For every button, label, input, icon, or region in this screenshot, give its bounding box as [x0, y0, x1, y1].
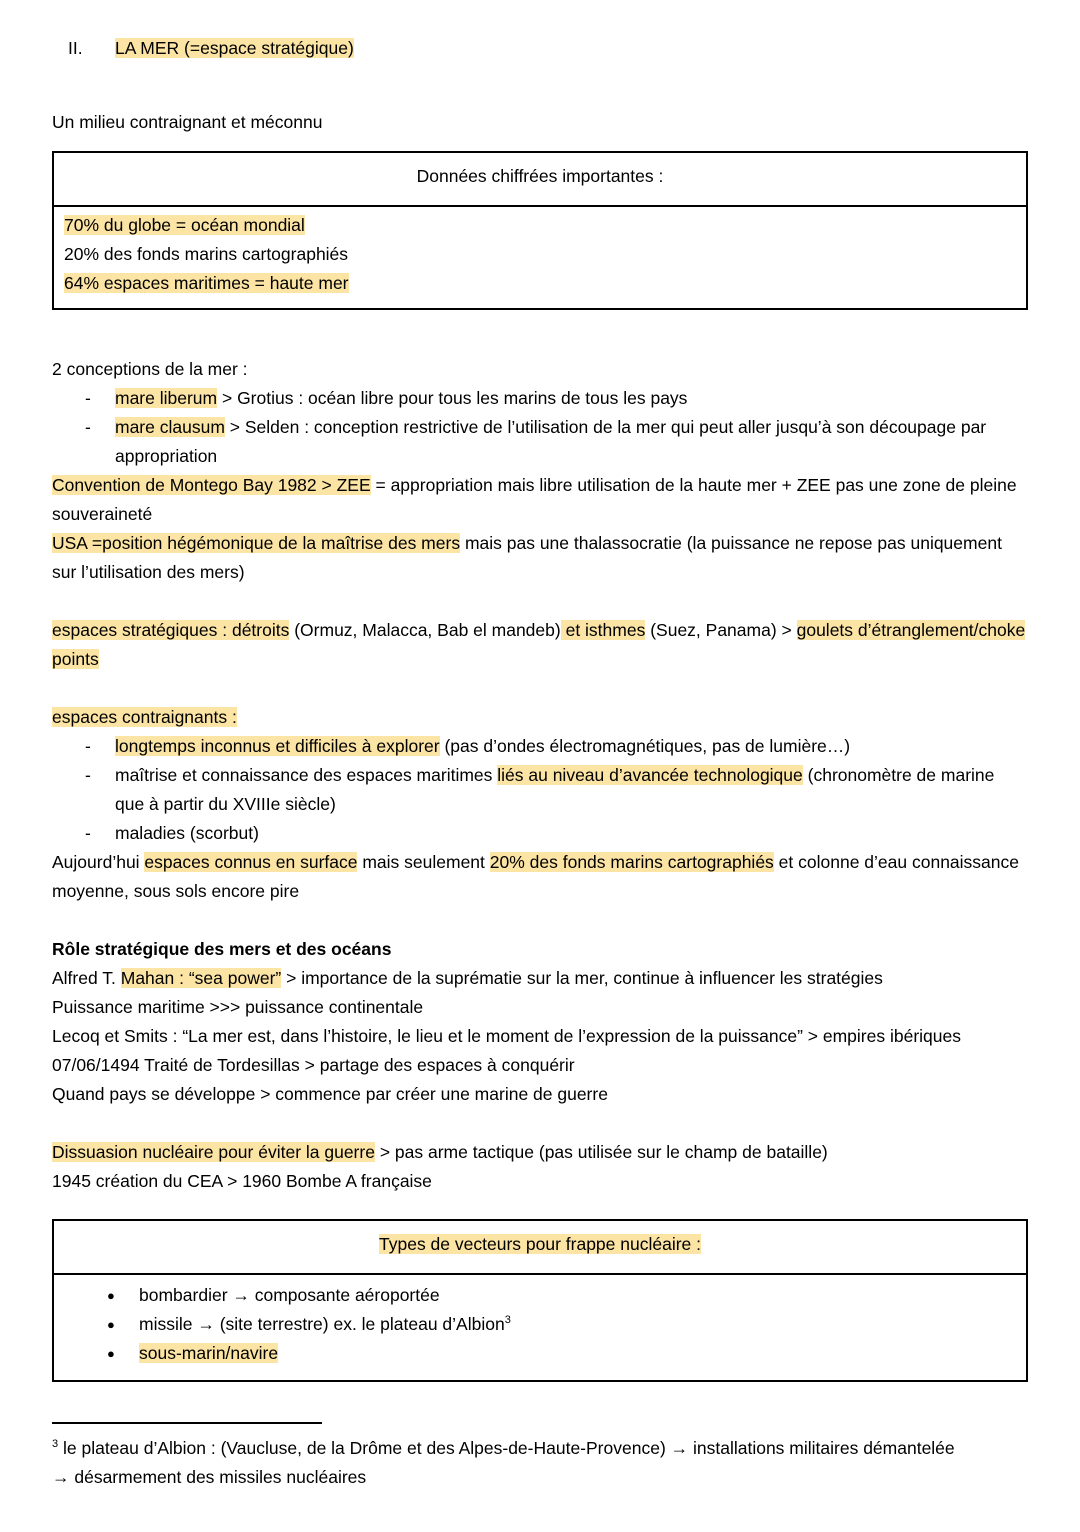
stat-line: 70% du globe = océan mondial [64, 215, 305, 235]
list-item-text: mare liberum > Grotius : océan libre pour tous les marins de tous les pays [115, 388, 688, 408]
cea-paragraph: 1945 création du CEA > 1960 Bombe A française [52, 1171, 432, 1191]
tordesillas-paragraph: 07/06/1494 Traité de Tordesillas > partage des espaces à conquérir [52, 1055, 575, 1075]
footnote-divider [52, 1422, 322, 1424]
lecoq-quote-paragraph: Lecoq et Smits : “La mer est, dans l’histoire, le lieu et le moment de l’expression de la puissance” > empires ibériques [52, 1026, 961, 1046]
conception-item [52, 384, 1028, 413]
stats-box-title: Données chiffrées importantes : [54, 153, 1026, 207]
navy-paragraph: Quand pays se développe > commence par créer une marine de guerre [52, 1084, 608, 1104]
dash-marker: - [85, 823, 91, 843]
footnote [52, 1434, 1028, 1492]
list-item-text: maladies (scorbut) [115, 823, 259, 843]
maritime-power-paragraph: Puissance maritime >>> puissance continentale [52, 997, 424, 1017]
montego-paragraph: Convention de Montego Bay 1982 > ZEE = appropriation mais libre utilisation de la haute mer + ZEE pas une zone de pleine souveraineté [52, 475, 1017, 524]
section-heading [68, 34, 1028, 63]
bullet-marker: ● [107, 1346, 115, 1361]
today-paragraph: Aujourd’hui espaces connus en surface mais seulement 20% des fonds marins cartographiés et colonne d’eau connaissance moyenne, sous sols encore pire [52, 852, 1019, 901]
list-item-text: bombardier → composante aéroportée [139, 1285, 440, 1305]
bullet-marker: ● [107, 1317, 115, 1332]
vector-item [64, 1339, 1016, 1368]
list-item-text: mare clausum > Selden : conception restrictive de l’utilisation de la mer qui peut aller jusqu’à son découpage par appropriation [115, 417, 987, 466]
dash-marker: - [85, 388, 91, 408]
bullet-marker: ● [107, 1288, 115, 1303]
constraining-item [52, 819, 1028, 848]
dash-marker: - [85, 417, 91, 437]
constraining-item [52, 732, 1028, 761]
list-item-text: sous-marin/navire [139, 1343, 279, 1363]
vectors-box-title: Types de vecteurs pour frappe nucléaire : [54, 1221, 1026, 1275]
stats-box-body [54, 207, 1026, 308]
footnote-line-2: → désarmement des missiles nucléaires [52, 1467, 367, 1487]
conception-item [52, 413, 1028, 471]
usa-paragraph: USA =position hégémonique de la maîtrise des mers mais pas une thalassocratie (la puissance ne repose pas uniquement sur l’utilisation des mers) [52, 533, 1002, 582]
list-item-text: missile → (site terrestre) ex. le plateau d’Albion$^3$ [139, 1314, 511, 1334]
footnote-line-1: $^3$ le plateau d’Albion : (Vaucluse, de la Drôme et des Alpes-de-Haute-Provence) → installations militaires démantelée [52, 1438, 955, 1458]
dash-marker: - [85, 765, 91, 785]
mahan-paragraph: Alfred T. Mahan : “sea power” > importance de la suprématie sur la mer, continue à influencer les stratégies [52, 968, 883, 988]
constraining-item [52, 761, 1028, 819]
dissuasion-paragraph: Dissuasion nucléaire pour éviter la guerre > pas arme tactique (pas utilisée sur le champ de bataille) [52, 1142, 828, 1162]
dash-marker: - [85, 736, 91, 756]
vector-item [64, 1281, 1016, 1310]
conceptions-intro: 2 conceptions de la mer : [52, 359, 248, 379]
stat-line: 64% espaces maritimes = haute mer [64, 273, 349, 293]
vector-item [64, 1310, 1016, 1339]
role-heading: Rôle stratégique des mers et des océans [52, 939, 392, 959]
intro-paragraph: Un milieu contraignant et méconnu [52, 112, 323, 132]
vectors-box [52, 1219, 1028, 1382]
vectors-box-body [54, 1275, 1026, 1380]
stat-line: 20% des fonds marins cartographiés [64, 244, 349, 264]
constraining-spaces-title: espaces contraignants : [52, 707, 237, 727]
section-number: II. [68, 38, 83, 58]
stats-box [52, 151, 1028, 310]
list-item-text: maîtrise et connaissance des espaces maritimes liés au niveau d’avancée technologique (chronomètre de marine que à partir du XVIIIe siècle) [115, 765, 995, 814]
list-item-text: longtemps inconnus et difficiles à explorer (pas d’ondes électromagnétiques, pas de lumière…) [115, 736, 851, 756]
strategic-spaces-paragraph: espaces stratégiques : détroits (Ormuz, Malacca, Bab el mandeb) et isthmes (Suez, Panama) > goulets d’étranglement/choke points [52, 620, 1026, 669]
section-title: LA MER (=espace stratégique) [115, 38, 354, 58]
